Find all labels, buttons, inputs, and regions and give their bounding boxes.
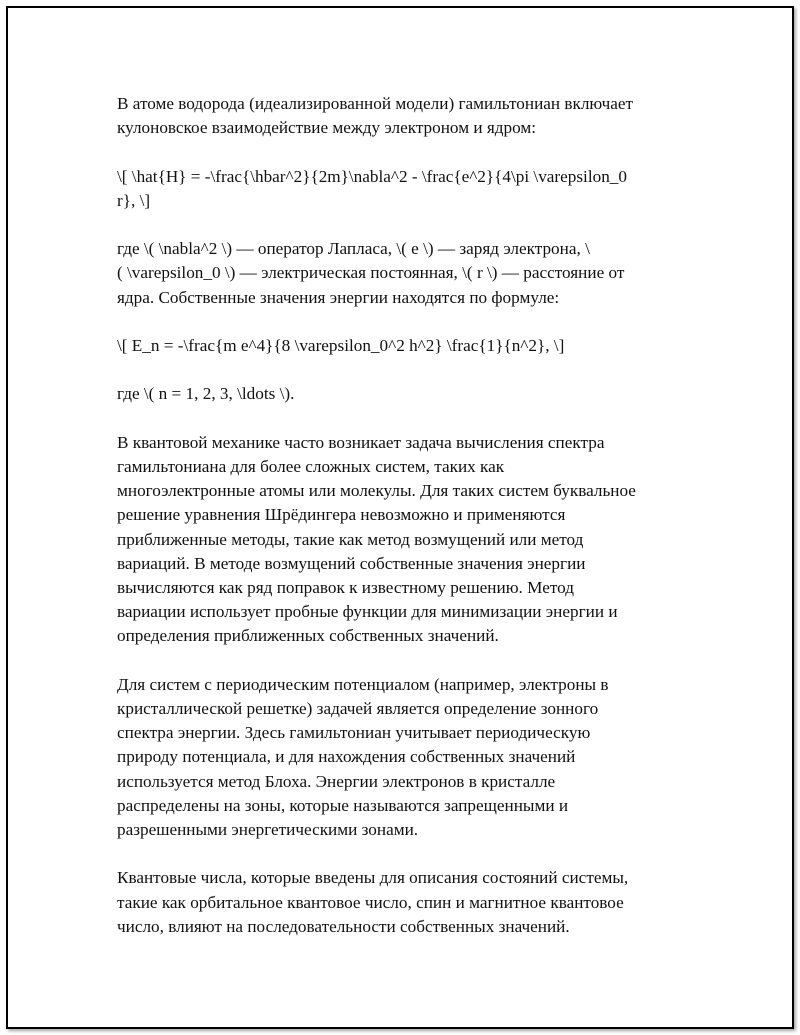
paragraph-definitions	[117, 237, 677, 310]
text-line: кулоновское взаимодействие между электроном и ядром:	[117, 118, 537, 138]
text-line: Для систем с периодическим потенциалом (например, электроны в	[117, 674, 609, 694]
text-line: число, влияют на последовательности собственных значений.	[117, 916, 570, 936]
text-line: используется метод Блоха. Энергии электронов в кристалле	[117, 771, 556, 791]
text-line: такие как орбитальное квантовое число, спин и магнитное квантовое	[117, 892, 624, 912]
paragraph-n-values	[117, 382, 677, 406]
text-line: приближенные методы, такие как метод возмущений или метод	[117, 529, 584, 549]
text-line: определения приближенных собственных значений.	[117, 626, 499, 646]
text-line: ядра. Собственные значения энергии находятся по формуле:	[117, 287, 560, 307]
hamiltonian-formula	[117, 165, 677, 213]
paragraph-approximation-methods	[117, 431, 677, 649]
document-body	[117, 92, 677, 963]
text-line: распределены на зоны, которые называются запрещенными и	[117, 795, 569, 815]
text-line: Квантовые числа, которые введены для описания состояний системы,	[117, 868, 629, 888]
text-line: ( \varepsilon_0 \) — электрическая постоянная, \( r \) — расстояние от	[117, 263, 625, 283]
text-line: вычисляются как ряд поправок к известному решению. Метод	[117, 577, 574, 597]
text-line: вариации использует пробные функции для минимизации энергии и	[117, 602, 618, 622]
text-line: разрешенными энергетическими зонами.	[117, 820, 419, 839]
text-line: где \( n = 1, 2, 3, \ldots \).	[117, 384, 295, 404]
energy-formula	[117, 334, 677, 358]
paragraph-quantum-numbers	[117, 866, 677, 939]
text-line: где \( \nabla^2 \) — оператор Лапласа, \( e \) — заряд электрона, \	[117, 239, 590, 259]
text-line: вариаций. В методе возмущений собственные значения энергии	[117, 553, 586, 573]
paragraph-band-structure	[117, 673, 677, 842]
text-line: В квантовой механике часто возникает задача вычисления спектра	[117, 432, 605, 452]
text-line: гамильтониана для более сложных систем, таких как	[117, 456, 505, 476]
text-line: спектра энергии. Здесь гамильтониан учитывает периодическую	[117, 723, 591, 743]
text-line: решение уравнения Шрёдингера невозможно и применяются	[117, 505, 566, 525]
formula-line: r}, \]	[117, 190, 151, 210]
text-line: В атоме водорода (идеализированной модели) гамильтониан включает	[117, 94, 634, 113]
paragraph-intro	[117, 92, 677, 140]
text-line: многоэлектронные атомы или молекулы. Для таких систем буквальное	[117, 481, 636, 501]
text-line: природу потенциала, и для нахождения собственных значений	[117, 747, 576, 767]
formula-line: \[ \hat{H} = -\frac{\hbar^2}{2m}\nabla^2 - \frac{e^2}{4\pi \varepsilon_0	[117, 166, 627, 186]
text-line: кристаллической решетке) задачей является определение зонного	[117, 698, 599, 718]
formula-line: \[ E_n = -\frac{m e^4}{8 \varepsilon_0^2 h^2} \frac{1}{n^2}, \]	[117, 335, 565, 355]
